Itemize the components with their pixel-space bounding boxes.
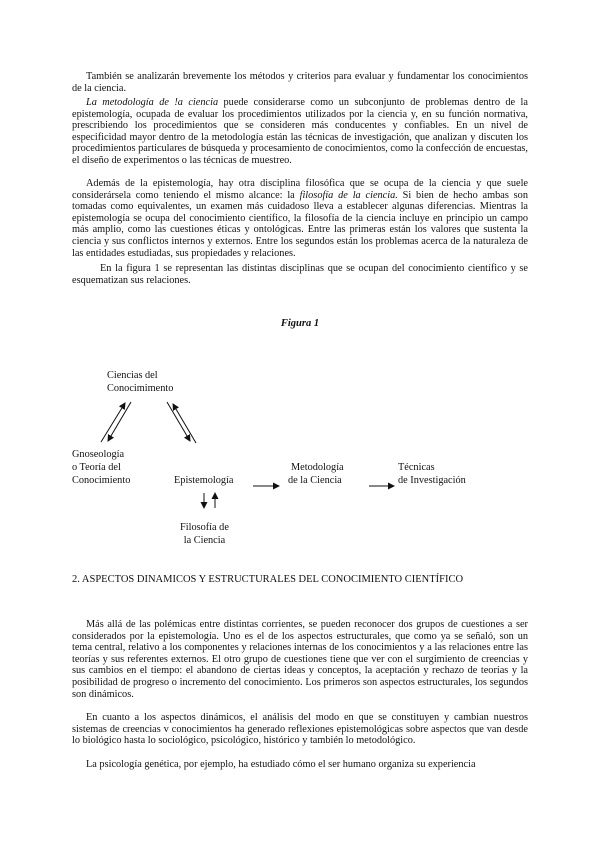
- arrow-ciencias-to-epistemologia: [167, 402, 190, 441]
- metodologia-line-1: Metodología: [291, 462, 344, 473]
- section2-paragraph-2: [72, 712, 528, 747]
- gnoseologia-line-2: o Teoría del: [72, 462, 121, 473]
- tecnicas-line-1: Técnicas: [398, 462, 435, 473]
- metodologia-term: La metodología de !a ciencia: [86, 97, 219, 108]
- gnoseologia-line-1: Gnoseología: [72, 449, 125, 460]
- intro-p3-text-b: Si bien de hecho ambas son tomadas como equivalentes, un examen más cuidadoso lleva a establecer algunas diferencias. Mientras la epistemología se ocupa del conocimiento científico, la filosofía de la ciencia incluye en principio un campo más amplio, como las cuestiones éticas y ontológicas. Entre las primeras están los valores que sustenta la ciencia y sus conflictos internos y externos. Entre los segundos están los problemas acerca de la naturaleza de las entidades estudiadas, sus propiedades y relaciones.: [72, 189, 528, 259]
- intro-p4-text: En la figura 1 se representan las distintas disciplinas que se ocupan del conocimiento científico y se esquematizan sus relaciones.: [72, 263, 528, 286]
- metodologia-line-2: de la Ciencia: [288, 475, 342, 486]
- intro-p3-text-a: Además de la epistemología, hay otra disciplina filosófica que se ocupa de la ciencia y que suele considerársela como teniendo el mismo alcance: la: [72, 178, 528, 201]
- figure-title: Figura 1: [280, 318, 320, 329]
- gnoseologia-line-3: Conocimiento: [72, 475, 131, 486]
- section2-p2-text: En cuanto a los aspectos dinámicos, el análisis del modo en que se constituyen y cambian nuestros sistemas de creencias v conocimientos ha generado reflexiones epistemológicas sobre aspectos que van desde lo biológico hasta lo sociológico, psicológico, histórico y también lo metodológico.: [72, 712, 528, 747]
- section2-p1-text: Más allá de las polémicas entre distintas corrientes, se pueden reconocer dos grupos de cuestiones a ser considerados por la epistemología. Uno es el de los aspectos estructurales, que como ya se señaló, son un tema central, relativo a los componentes y relaciones internas de los conocimientos y a las relaciones entre las teorías y sus referentes externos. El otro grupo de cuestiones tiene que ver con el surgimiento de creencias y sus cambios en el tiempo: el abandono de ciertas ideas y conceptos, la aceptación y rechazo de teorías y la posibilidad de progreso o incremento del conocimiento. Los primeros son aspectos estructurales, los segundos son dinámicos.: [72, 619, 528, 700]
- arrow-ciencias-to-gnoseologia: [108, 402, 131, 441]
- arrow-epistemologia-to-ciencias: [173, 404, 196, 443]
- intro-p1-text: También se analizarán brevemente los métodos y criterios para evaluar y fundamentar los conocimientos de la ciencia.: [72, 71, 528, 94]
- tecnicas-line-2: de Investigación: [398, 475, 466, 486]
- ciencias-line-1: Ciencias del: [107, 370, 158, 381]
- ciencias-line-2: Conocimimento: [107, 383, 174, 394]
- section2-p3-text: La psicología genética, por ejemplo, ha estudiado cómo el ser humano organiza su experiencia: [86, 759, 476, 770]
- node-epistemologia: Epistemología: [174, 475, 234, 486]
- section2-paragraph-1: [72, 619, 528, 700]
- filosofia-line-1: Filosofía de: [180, 522, 229, 533]
- intro-p2-text: puede considerarse como un subconjunto de problemas dentro de la epistemología, ocupada de evaluar los procedimientos utilizados por la ciencia y, en su función normativa, prescribiendo los procedimientos que se consideren más conducentes y confiables. En un nivel de especificidad mayor dentro de la metodología están las técnicas de investigación, que analizan y discuten los procedimientos particulares de búsqueda y procesamiento de conocimientos, como la confección de encuestas, el diseño de experimentos o las técnicas de muestreo.: [72, 97, 528, 166]
- filosofia-term: filosofía de la ciencia.: [299, 189, 398, 201]
- section2-paragraph-3: [72, 759, 528, 771]
- section-2-heading: 2. ASPECTOS DINAMICOS Y ESTRUCTURALES DEL CONOCIMIENTO CIENTÍFICO: [72, 574, 464, 585]
- filosofia-line-2: la Ciencia: [183, 535, 226, 546]
- arrow-gnoseologia-to-ciencias: [101, 403, 125, 442]
